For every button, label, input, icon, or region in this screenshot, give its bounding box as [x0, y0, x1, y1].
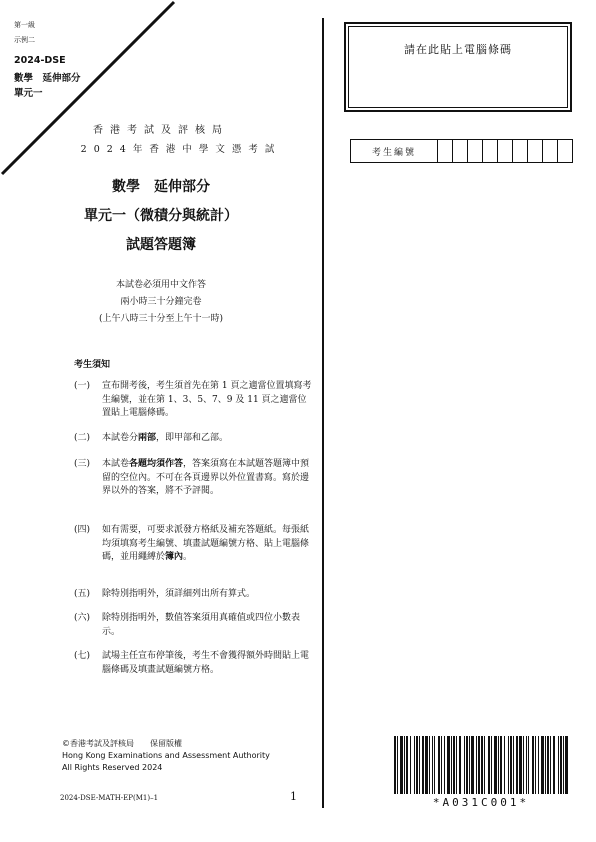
barcode-bar [488, 736, 490, 794]
barcode-bar [560, 736, 562, 794]
candidate-digit-cell[interactable] [528, 140, 543, 162]
barcode-bar [535, 736, 536, 794]
barcode-bar [491, 736, 492, 794]
barcode-bar [406, 736, 408, 794]
candidate-digit-cell[interactable] [558, 140, 572, 162]
barcode-sticker-box[interactable] [344, 22, 572, 112]
paper-title-booklet: 試題答題簿 [126, 237, 196, 253]
instruction-number: (三) [74, 459, 91, 469]
barcode-bar [397, 736, 398, 794]
barcode-bar [553, 736, 555, 794]
instruction-number: (五) [74, 589, 91, 599]
exam-code: 2024-DSE [14, 55, 66, 66]
paper-code: 2024-DSE-MATH-EP(M1)–1 [60, 794, 159, 802]
instruction-text: 除特別指明外，須詳細列出所有算式。 [102, 589, 256, 599]
barcode-bar [532, 736, 534, 794]
barcode-bar [545, 736, 546, 794]
barcode-sticker-label: 請在此貼上電腦條碼 [404, 43, 512, 56]
candidate-digit-cell[interactable] [498, 140, 513, 162]
duration-instruction: 兩小時三十分鐘完卷 [120, 297, 202, 307]
sample-label: 示例二 [14, 36, 35, 44]
barcode-bar [528, 736, 529, 794]
instruction-number: (一) [74, 381, 91, 391]
instruction-text: 本試卷分兩部，即甲部和乙部。 [102, 433, 229, 443]
barcode-bar [425, 736, 428, 794]
barcode-bar [498, 736, 499, 794]
barcode-bar [453, 736, 455, 794]
rights-reserved: All Rights Reserved 2024 [62, 763, 163, 772]
authority-name: 香港考試及評核局 [93, 125, 229, 136]
barcode-bar [547, 736, 549, 794]
instruction-text: 除特別指明外，數值答案須用真確值或四位小數表示。 [102, 613, 301, 637]
instruction-text: 試場主任宣布停筆後，考生不會獲得額外時間貼上電腦條碼及填畫試題編號方格。 [102, 651, 310, 675]
instruction-number: (六) [74, 613, 91, 623]
instruction-text: 宣布開考後，考生須首先在第 1 頁之適當位置填寫考生編號，並在第 1、3、5、7、9 及 11 頁之適當位置貼上電腦條碼。 [102, 381, 312, 418]
barcode-bar [438, 736, 440, 794]
candidate-digit-cell[interactable] [543, 140, 558, 162]
barcode-bar [508, 736, 509, 794]
candidate-number-label: 考生編號 [351, 140, 438, 162]
instructions-heading: 考生須知 [74, 360, 111, 370]
instruction-item [74, 524, 314, 565]
barcode-bar [456, 736, 457, 794]
time-instruction: (上午八時三十分至上午十一時) [98, 314, 224, 324]
barcode-bar [464, 736, 465, 794]
barcode-bar [516, 736, 518, 794]
barcode-bar [466, 736, 468, 794]
barcode-bar [469, 736, 470, 794]
barcode-bar [447, 736, 450, 794]
instruction-item [74, 432, 314, 446]
candidate-digit-cell[interactable] [513, 140, 528, 162]
barcode-bar [419, 736, 420, 794]
level-label: 第一級 [14, 21, 35, 29]
page-number: 1 [290, 790, 297, 803]
barcode-sticker-inner [348, 26, 568, 108]
candidate-digit-cell[interactable] [468, 140, 483, 162]
barcode-bar [494, 736, 497, 794]
instruction-item [74, 650, 314, 677]
candidate-digit-cell[interactable] [438, 140, 453, 162]
paper-title-subject: 數學 延伸部分 [112, 179, 210, 195]
barcode-bar [541, 736, 544, 794]
instruction-number: (七) [74, 651, 91, 661]
authority-english: Hong Kong Examinations and Assessment Authority [62, 751, 270, 760]
barcode-bar [510, 736, 512, 794]
barcode-bar [441, 736, 442, 794]
instruction-item [74, 458, 314, 499]
barcode-bar [422, 736, 424, 794]
margin-line [322, 18, 324, 808]
barcode-bar [504, 736, 505, 794]
barcode-bar [513, 736, 514, 794]
exam-name: 2024年香港中學文憑考試 [80, 144, 282, 155]
instruction-number: (二) [74, 433, 91, 443]
barcode-bar [476, 736, 477, 794]
barcode-bar [432, 736, 433, 794]
barcode-bar [538, 736, 539, 794]
barcode-text: *A031C001* [432, 796, 530, 809]
candidate-digit-cell[interactable] [483, 140, 498, 162]
barcode-bar [434, 736, 435, 794]
barcode-bar [563, 736, 564, 794]
barcode-bar [410, 736, 411, 794]
barcode-bar [500, 736, 502, 794]
barcode-bar [416, 736, 418, 794]
barcode-bar [414, 736, 415, 794]
barcode-bar [471, 736, 474, 794]
instruction-item [74, 588, 314, 602]
instruction-number: (四) [74, 525, 91, 535]
barcode-bar [459, 736, 461, 794]
barcode-bar [451, 736, 452, 794]
barcode-bar [404, 736, 405, 794]
module-label: 單元一 [14, 88, 43, 99]
barcode-bar [481, 736, 483, 794]
barcode-bar [400, 736, 403, 794]
instruction-item [74, 380, 314, 421]
candidate-number-row[interactable] [350, 139, 573, 163]
barcode-bar [444, 736, 445, 794]
instruction-text: 如有需要，可要求派發方格紙及補充答題紙。每張紙均須填寫考生編號、填畫試題編號方格、貼上電腦條碼，並用繩縛於簿內。 [102, 525, 310, 562]
barcode-bar [394, 736, 396, 794]
barcode-bar [478, 736, 480, 794]
barcode-bar [519, 736, 522, 794]
subject-label: 數學 延伸部分 [14, 73, 81, 84]
barcode-bar [526, 736, 527, 794]
candidate-digit-cell[interactable] [453, 140, 468, 162]
instruction-item [74, 612, 314, 639]
barcode-image [394, 736, 568, 794]
barcode-bar [484, 736, 485, 794]
instruction-text: 本試卷各題均須作答，答案須寫在本試題答題簿中預留的空位內。不可在各頁邊界以外位置書寫。寫於邊界以外的答案，將不予評閱。 [102, 459, 310, 496]
barcode-bar [565, 736, 568, 794]
barcode-bar [523, 736, 524, 794]
barcode-bar [558, 736, 559, 794]
copyright-line: ©香港考試及評核局 保留版權 [62, 739, 182, 748]
barcode-bar [429, 736, 430, 794]
barcode-bar [550, 736, 551, 794]
language-instruction: 本試卷必須用中文作答 [115, 280, 206, 290]
paper-title-module: 單元一（微積分與統計） [84, 208, 238, 224]
